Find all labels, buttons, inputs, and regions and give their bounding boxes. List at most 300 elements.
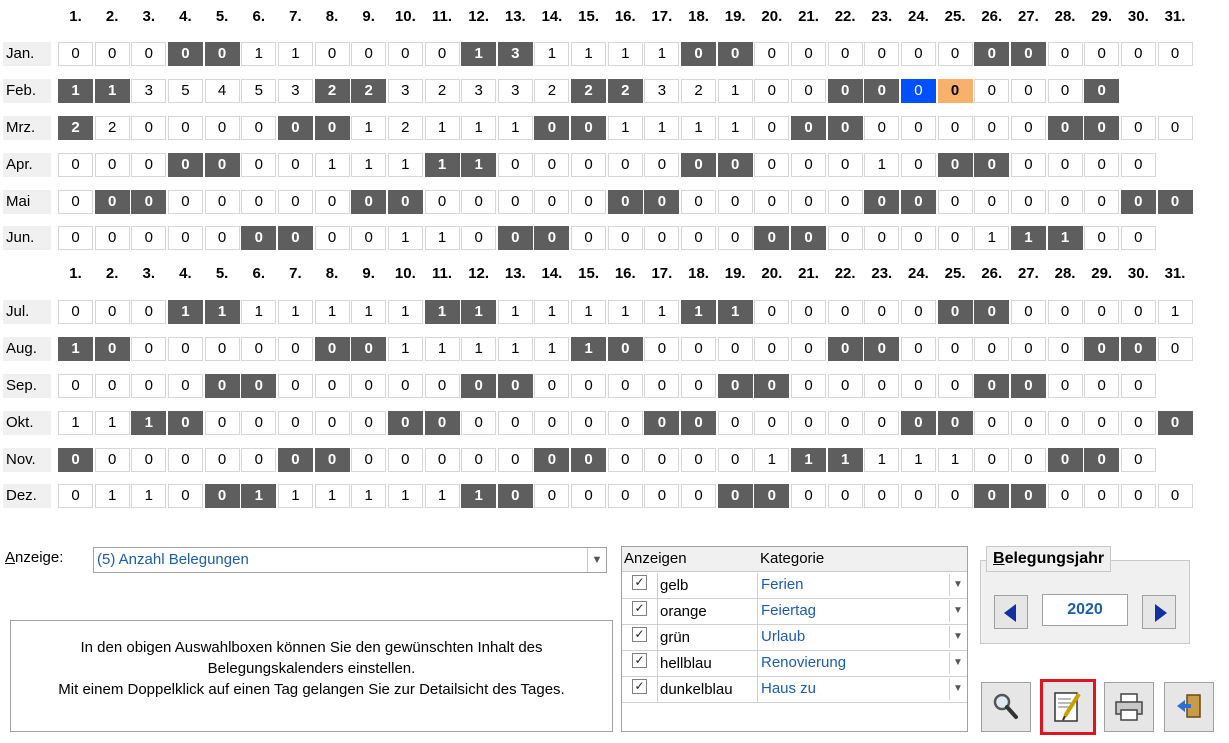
next-year-button[interactable] <box>1142 595 1176 629</box>
day-cell[interactable]: 0 <box>58 374 93 398</box>
day-cell[interactable]: 0 <box>864 42 899 66</box>
day-cell[interactable]: 0 <box>974 300 1009 324</box>
day-cell[interactable]: 0 <box>644 153 679 177</box>
day-cell[interactable]: 0 <box>278 448 313 472</box>
day-cell[interactable]: 0 <box>278 116 313 140</box>
day-cell[interactable]: 0 <box>205 448 240 472</box>
day-cell[interactable]: 0 <box>974 337 1009 361</box>
day-cell[interactable]: 0 <box>1011 42 1046 66</box>
day-cell[interactable]: 0 <box>718 42 753 66</box>
day-cell[interactable]: 0 <box>974 153 1009 177</box>
day-cell[interactable]: 0 <box>718 153 753 177</box>
day-cell[interactable]: 1 <box>425 226 460 250</box>
day-cell[interactable]: 0 <box>95 153 130 177</box>
day-cell[interactable]: 1 <box>241 484 276 508</box>
day-cell[interactable]: 0 <box>608 374 643 398</box>
day-cell[interactable]: 1 <box>718 79 753 103</box>
day-cell[interactable]: 0 <box>1011 484 1046 508</box>
show-checkbox[interactable] <box>622 599 658 625</box>
day-cell[interactable]: 1 <box>168 300 203 324</box>
day-cell[interactable]: 0 <box>168 153 203 177</box>
day-cell[interactable]: 0 <box>644 448 679 472</box>
day-cell[interactable]: 0 <box>315 411 350 435</box>
day-cell[interactable]: 0 <box>754 300 789 324</box>
day-cell[interactable]: 0 <box>388 411 423 435</box>
day-cell[interactable]: 1 <box>681 300 716 324</box>
day-cell[interactable]: 0 <box>425 374 460 398</box>
day-cell[interactable]: 0 <box>901 153 936 177</box>
day-cell[interactable]: 1 <box>388 300 423 324</box>
day-cell[interactable]: 0 <box>315 116 350 140</box>
day-cell[interactable]: 0 <box>644 484 679 508</box>
day-cell[interactable]: 0 <box>1084 374 1119 398</box>
show-checkbox[interactable] <box>622 625 658 651</box>
day-cell[interactable]: 0 <box>1084 116 1119 140</box>
day-cell[interactable]: 1 <box>425 116 460 140</box>
day-cell[interactable]: 0 <box>461 190 496 214</box>
day-cell[interactable]: 0 <box>644 190 679 214</box>
chevron-down-icon[interactable]: ▼ <box>949 652 966 674</box>
day-cell[interactable]: 0 <box>1048 79 1083 103</box>
day-cell[interactable]: 0 <box>901 116 936 140</box>
day-cell[interactable]: 0 <box>828 411 863 435</box>
day-cell[interactable]: 0 <box>95 337 130 361</box>
day-cell[interactable]: 0 <box>1048 42 1083 66</box>
day-cell[interactable]: 0 <box>571 411 606 435</box>
day-cell[interactable]: 0 <box>864 411 899 435</box>
day-cell[interactable]: 0 <box>828 42 863 66</box>
day-cell[interactable]: 1 <box>388 484 423 508</box>
day-cell[interactable]: 0 <box>498 484 533 508</box>
day-cell[interactable]: 0 <box>58 190 93 214</box>
day-cell[interactable]: 1 <box>534 337 569 361</box>
day-cell[interactable]: 0 <box>131 116 166 140</box>
chevron-down-icon[interactable]: ▼ <box>949 600 966 622</box>
day-cell[interactable]: 0 <box>498 190 533 214</box>
chevron-down-icon[interactable]: ▼ <box>949 574 966 596</box>
day-cell[interactable]: 0 <box>718 226 753 250</box>
day-cell[interactable]: 1 <box>351 300 386 324</box>
day-cell[interactable]: 0 <box>1158 190 1193 214</box>
day-cell[interactable]: 1 <box>534 42 569 66</box>
day-cell[interactable]: 0 <box>95 190 130 214</box>
day-cell[interactable]: 0 <box>461 374 496 398</box>
day-cell[interactable]: 0 <box>608 484 643 508</box>
day-cell[interactable]: 0 <box>351 374 386 398</box>
chevron-down-icon[interactable]: ▼ <box>587 548 606 572</box>
day-cell[interactable]: 0 <box>498 153 533 177</box>
day-cell[interactable]: 0 <box>351 337 386 361</box>
day-cell[interactable]: 0 <box>1121 484 1156 508</box>
day-cell[interactable]: 0 <box>1084 300 1119 324</box>
day-cell[interactable]: 5 <box>168 79 203 103</box>
day-cell[interactable]: 0 <box>938 153 973 177</box>
day-cell[interactable]: 0 <box>754 153 789 177</box>
day-cell[interactable]: 3 <box>278 79 313 103</box>
day-cell[interactable]: 0 <box>901 226 936 250</box>
category-select[interactable] <box>758 651 967 677</box>
day-cell[interactable]: 0 <box>241 411 276 435</box>
day-cell[interactable]: 0 <box>901 374 936 398</box>
day-cell[interactable]: 0 <box>754 190 789 214</box>
day-cell[interactable]: 0 <box>608 190 643 214</box>
day-cell[interactable]: 0 <box>974 116 1009 140</box>
day-cell[interactable]: 0 <box>498 374 533 398</box>
day-cell[interactable]: 0 <box>974 411 1009 435</box>
day-cell[interactable]: 0 <box>608 153 643 177</box>
day-cell[interactable]: 1 <box>644 42 679 66</box>
day-cell[interactable]: 1 <box>571 300 606 324</box>
day-cell[interactable]: 1 <box>95 79 130 103</box>
day-cell[interactable]: 0 <box>718 190 753 214</box>
day-cell[interactable]: 0 <box>168 190 203 214</box>
day-cell[interactable]: 0 <box>681 153 716 177</box>
day-cell[interactable]: 0 <box>901 300 936 324</box>
day-cell[interactable]: 1 <box>718 116 753 140</box>
day-cell[interactable]: 0 <box>205 337 240 361</box>
day-cell[interactable]: 0 <box>315 337 350 361</box>
chevron-down-icon[interactable]: ▼ <box>949 678 966 700</box>
day-cell[interactable]: 0 <box>131 226 166 250</box>
day-cell[interactable]: 1 <box>278 42 313 66</box>
day-cell[interactable]: 0 <box>1084 226 1119 250</box>
day-cell[interactable]: 0 <box>901 79 936 103</box>
day-cell[interactable]: 0 <box>131 153 166 177</box>
day-cell[interactable]: 1 <box>461 300 496 324</box>
day-cell[interactable]: 0 <box>1011 374 1046 398</box>
day-cell[interactable]: 0 <box>974 484 1009 508</box>
day-cell[interactable]: 0 <box>95 448 130 472</box>
day-cell[interactable]: 1 <box>425 337 460 361</box>
day-cell[interactable]: 0 <box>461 226 496 250</box>
day-cell[interactable]: 2 <box>681 79 716 103</box>
day-cell[interactable]: 0 <box>205 153 240 177</box>
day-cell[interactable]: 0 <box>241 448 276 472</box>
day-cell[interactable]: 0 <box>461 448 496 472</box>
day-cell[interactable]: 1 <box>608 116 643 140</box>
day-cell[interactable]: 0 <box>168 484 203 508</box>
day-cell[interactable]: 1 <box>828 448 863 472</box>
day-cell[interactable]: 1 <box>278 484 313 508</box>
day-cell[interactable]: 3 <box>388 79 423 103</box>
day-cell[interactable]: 0 <box>1121 42 1156 66</box>
day-cell[interactable]: 0 <box>718 337 753 361</box>
day-cell[interactable]: 0 <box>534 190 569 214</box>
day-cell[interactable]: 0 <box>131 448 166 472</box>
day-cell[interactable]: 0 <box>278 337 313 361</box>
day-cell[interactable]: 1 <box>681 116 716 140</box>
day-cell[interactable]: 0 <box>828 116 863 140</box>
day-cell[interactable]: 0 <box>1048 300 1083 324</box>
day-cell[interactable]: 1 <box>351 116 386 140</box>
day-cell[interactable]: 1 <box>754 448 789 472</box>
day-cell[interactable]: 0 <box>168 226 203 250</box>
day-cell[interactable]: 0 <box>644 337 679 361</box>
day-cell[interactable]: 0 <box>828 300 863 324</box>
day-cell[interactable]: 0 <box>205 226 240 250</box>
day-cell[interactable]: 1 <box>351 153 386 177</box>
day-cell[interactable]: 0 <box>1048 484 1083 508</box>
day-cell[interactable]: 0 <box>864 484 899 508</box>
day-cell[interactable]: 0 <box>1084 190 1119 214</box>
day-cell[interactable]: 0 <box>205 190 240 214</box>
day-cell[interactable]: 0 <box>608 337 643 361</box>
day-cell[interactable]: 0 <box>461 411 496 435</box>
day-cell[interactable]: 0 <box>571 116 606 140</box>
print-button[interactable] <box>1104 682 1154 732</box>
day-cell[interactable]: 0 <box>1084 484 1119 508</box>
day-cell[interactable]: 0 <box>1084 337 1119 361</box>
day-cell[interactable]: 1 <box>864 448 899 472</box>
day-cell[interactable]: 0 <box>425 411 460 435</box>
day-cell[interactable]: 0 <box>901 484 936 508</box>
day-cell[interactable]: 0 <box>791 374 826 398</box>
day-cell[interactable]: 1 <box>131 411 166 435</box>
day-cell[interactable]: 1 <box>425 153 460 177</box>
day-cell[interactable]: 0 <box>278 411 313 435</box>
day-cell[interactable]: 1 <box>1011 226 1046 250</box>
day-cell[interactable]: 0 <box>644 226 679 250</box>
day-cell[interactable]: 1 <box>205 300 240 324</box>
day-cell[interactable]: 0 <box>1011 411 1046 435</box>
day-cell[interactable]: 0 <box>1011 300 1046 324</box>
day-cell[interactable]: 0 <box>131 42 166 66</box>
day-cell[interactable]: 3 <box>644 79 679 103</box>
day-cell[interactable]: 0 <box>718 484 753 508</box>
day-cell[interactable]: 0 <box>388 448 423 472</box>
day-cell[interactable]: 0 <box>974 374 1009 398</box>
day-cell[interactable]: 0 <box>571 484 606 508</box>
day-cell[interactable]: 0 <box>498 226 533 250</box>
day-cell[interactable]: 0 <box>351 190 386 214</box>
day-cell[interactable]: 0 <box>1121 448 1156 472</box>
day-cell[interactable]: 0 <box>315 226 350 250</box>
day-cell[interactable]: 5 <box>241 79 276 103</box>
day-cell[interactable]: 1 <box>974 226 1009 250</box>
day-cell[interactable]: 0 <box>901 42 936 66</box>
day-cell[interactable]: 0 <box>205 411 240 435</box>
day-cell[interactable]: 0 <box>864 116 899 140</box>
day-cell[interactable]: 0 <box>828 153 863 177</box>
day-cell[interactable]: 2 <box>388 116 423 140</box>
day-cell[interactable]: 1 <box>388 337 423 361</box>
day-cell[interactable]: 2 <box>425 79 460 103</box>
day-cell[interactable]: 0 <box>95 226 130 250</box>
day-cell[interactable]: 0 <box>1048 374 1083 398</box>
day-cell[interactable]: 0 <box>278 374 313 398</box>
day-cell[interactable]: 1 <box>571 42 606 66</box>
day-cell[interactable]: 0 <box>1121 374 1156 398</box>
day-cell[interactable]: 0 <box>534 116 569 140</box>
day-cell[interactable]: 0 <box>95 300 130 324</box>
day-cell[interactable]: 0 <box>168 42 203 66</box>
day-cell[interactable]: 0 <box>58 448 93 472</box>
day-cell[interactable]: 0 <box>534 226 569 250</box>
show-checkbox[interactable] <box>622 573 658 599</box>
day-cell[interactable]: 0 <box>241 226 276 250</box>
day-cell[interactable]: 0 <box>864 337 899 361</box>
day-cell[interactable]: 3 <box>461 79 496 103</box>
day-cell[interactable]: 1 <box>461 337 496 361</box>
day-cell[interactable]: 0 <box>681 484 716 508</box>
day-cell[interactable]: 0 <box>938 226 973 250</box>
day-cell[interactable]: 0 <box>58 300 93 324</box>
day-cell[interactable]: 0 <box>1048 411 1083 435</box>
day-cell[interactable]: 0 <box>1048 448 1083 472</box>
search-button[interactable] <box>981 682 1031 732</box>
day-cell[interactable]: 0 <box>791 79 826 103</box>
day-cell[interactable]: 1 <box>718 300 753 324</box>
day-cell[interactable]: 0 <box>791 116 826 140</box>
day-cell[interactable]: 0 <box>938 42 973 66</box>
day-cell[interactable]: 0 <box>278 226 313 250</box>
day-cell[interactable]: 0 <box>351 226 386 250</box>
day-cell[interactable]: 1 <box>534 300 569 324</box>
day-cell[interactable]: 0 <box>1121 337 1156 361</box>
day-cell[interactable]: 0 <box>754 226 789 250</box>
day-cell[interactable]: 0 <box>351 42 386 66</box>
exit-button[interactable] <box>1164 682 1214 732</box>
day-cell[interactable]: 1 <box>315 153 350 177</box>
day-cell[interactable]: 0 <box>754 42 789 66</box>
day-cell[interactable]: 0 <box>131 374 166 398</box>
day-cell[interactable]: 1 <box>58 411 93 435</box>
day-cell[interactable]: 0 <box>718 374 753 398</box>
day-cell[interactable]: 0 <box>205 42 240 66</box>
day-cell[interactable]: 1 <box>351 484 386 508</box>
day-cell[interactable]: 0 <box>131 300 166 324</box>
day-cell[interactable]: 0 <box>938 116 973 140</box>
chevron-down-icon[interactable]: ▼ <box>949 626 966 648</box>
day-cell[interactable]: 0 <box>864 79 899 103</box>
day-cell[interactable]: 0 <box>205 374 240 398</box>
day-cell[interactable]: 0 <box>571 448 606 472</box>
day-cell[interactable]: 1 <box>461 42 496 66</box>
day-cell[interactable]: 0 <box>1048 190 1083 214</box>
day-cell[interactable]: 0 <box>241 116 276 140</box>
prev-year-button[interactable] <box>994 595 1028 629</box>
day-cell[interactable]: 1 <box>498 300 533 324</box>
day-cell[interactable]: 0 <box>1121 153 1156 177</box>
day-cell[interactable]: 0 <box>754 374 789 398</box>
day-cell[interactable]: 0 <box>791 484 826 508</box>
day-cell[interactable]: 0 <box>58 153 93 177</box>
day-cell[interactable]: 1 <box>388 153 423 177</box>
day-cell[interactable]: 0 <box>58 42 93 66</box>
day-cell[interactable]: 0 <box>754 79 789 103</box>
day-cell[interactable]: 1 <box>571 337 606 361</box>
day-cell[interactable]: 0 <box>718 411 753 435</box>
day-cell[interactable]: 0 <box>901 411 936 435</box>
day-cell[interactable]: 0 <box>571 226 606 250</box>
day-cell[interactable]: 0 <box>241 337 276 361</box>
day-cell[interactable]: 0 <box>1011 448 1046 472</box>
day-cell[interactable]: 1 <box>315 300 350 324</box>
day-cell[interactable]: 0 <box>205 484 240 508</box>
day-cell[interactable]: 0 <box>1084 448 1119 472</box>
day-cell[interactable]: 0 <box>681 374 716 398</box>
day-cell[interactable]: 0 <box>1121 116 1156 140</box>
day-cell[interactable]: 0 <box>681 42 716 66</box>
day-cell[interactable]: 0 <box>95 374 130 398</box>
day-cell[interactable]: 2 <box>534 79 569 103</box>
day-cell[interactable]: 0 <box>608 226 643 250</box>
day-cell[interactable]: 0 <box>938 337 973 361</box>
day-cell[interactable]: 1 <box>95 484 130 508</box>
day-cell[interactable]: 1 <box>241 300 276 324</box>
day-cell[interactable]: 0 <box>1084 153 1119 177</box>
day-cell[interactable]: 0 <box>938 190 973 214</box>
day-cell[interactable]: 0 <box>534 374 569 398</box>
day-cell[interactable]: 0 <box>1121 411 1156 435</box>
day-cell[interactable]: 2 <box>95 116 130 140</box>
day-cell[interactable]: 0 <box>681 226 716 250</box>
day-cell[interactable]: 0 <box>1121 226 1156 250</box>
anzeige-select[interactable] <box>93 547 607 573</box>
day-cell[interactable]: 0 <box>974 79 1009 103</box>
day-cell[interactable]: 0 <box>241 374 276 398</box>
show-checkbox[interactable] <box>622 677 658 703</box>
day-cell[interactable]: 1 <box>644 300 679 324</box>
day-cell[interactable]: 0 <box>1011 116 1046 140</box>
day-cell[interactable]: 0 <box>974 448 1009 472</box>
day-cell[interactable]: 0 <box>58 226 93 250</box>
day-cell[interactable]: 0 <box>425 42 460 66</box>
day-cell[interactable]: 0 <box>681 411 716 435</box>
day-cell[interactable]: 0 <box>1084 79 1119 103</box>
day-cell[interactable]: 0 <box>1048 116 1083 140</box>
day-cell[interactable]: 0 <box>1158 484 1193 508</box>
day-cell[interactable]: 3 <box>498 79 533 103</box>
day-cell[interactable]: 2 <box>571 79 606 103</box>
day-cell[interactable]: 0 <box>571 374 606 398</box>
category-select[interactable] <box>758 677 967 703</box>
day-cell[interactable]: 0 <box>864 226 899 250</box>
day-cell[interactable]: 1 <box>388 226 423 250</box>
day-cell[interactable]: 0 <box>315 374 350 398</box>
day-cell[interactable]: 0 <box>498 448 533 472</box>
day-cell[interactable]: 0 <box>828 79 863 103</box>
day-cell[interactable]: 0 <box>791 42 826 66</box>
day-cell[interactable]: 0 <box>168 374 203 398</box>
day-cell[interactable]: 0 <box>534 448 569 472</box>
day-cell[interactable]: 0 <box>571 153 606 177</box>
day-cell[interactable]: 0 <box>241 190 276 214</box>
day-cell[interactable]: 0 <box>791 190 826 214</box>
day-cell[interactable]: 1 <box>315 484 350 508</box>
day-cell[interactable]: 2 <box>608 79 643 103</box>
day-cell[interactable]: 0 <box>1011 153 1046 177</box>
day-cell[interactable]: 0 <box>608 448 643 472</box>
day-cell[interactable]: 4 <box>205 79 240 103</box>
day-cell[interactable]: 1 <box>608 42 643 66</box>
day-cell[interactable]: 1 <box>901 448 936 472</box>
show-checkbox[interactable] <box>622 651 658 677</box>
day-cell[interactable]: 0 <box>205 116 240 140</box>
day-cell[interactable]: 0 <box>58 484 93 508</box>
day-cell[interactable]: 0 <box>1121 300 1156 324</box>
day-cell[interactable]: 0 <box>241 153 276 177</box>
day-cell[interactable]: 0 <box>974 42 1009 66</box>
day-cell[interactable]: 0 <box>938 300 973 324</box>
day-cell[interactable]: 0 <box>864 300 899 324</box>
day-cell[interactable]: 0 <box>754 411 789 435</box>
day-cell[interactable]: 0 <box>791 153 826 177</box>
edit-button[interactable] <box>1040 679 1096 735</box>
day-cell[interactable]: 1 <box>461 116 496 140</box>
day-cell[interactable]: 0 <box>388 42 423 66</box>
day-cell[interactable]: 0 <box>938 79 973 103</box>
